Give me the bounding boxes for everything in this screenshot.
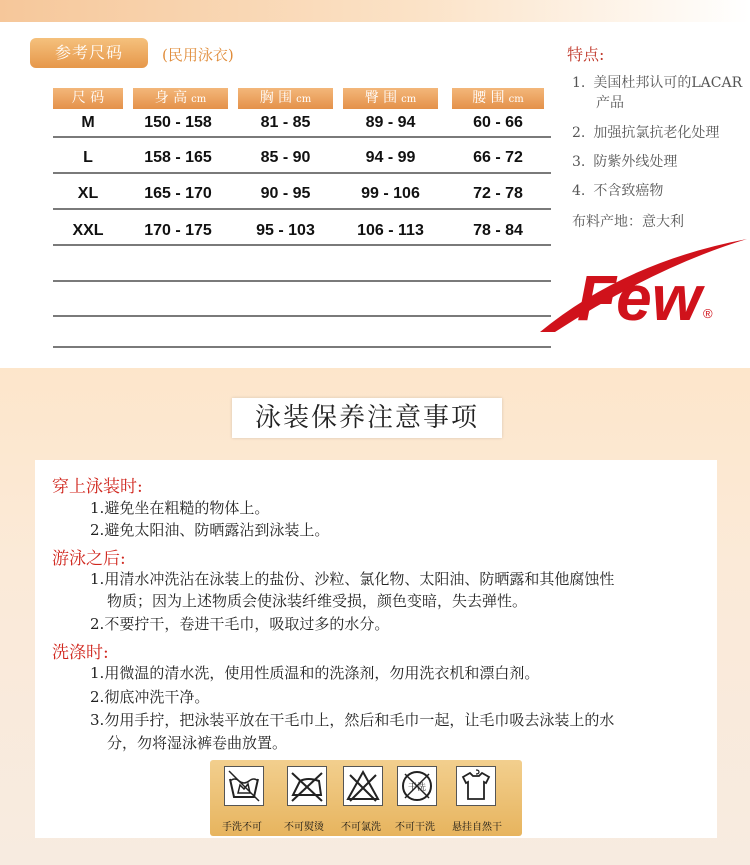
cell-hip: 94 - 99 <box>365 149 416 166</box>
cell-hip: 99 - 106 <box>361 185 420 202</box>
cell-height: 170 - 175 <box>144 222 212 239</box>
no-dry-clean-icon <box>397 766 437 806</box>
logo-wordmark: Few <box>577 262 702 334</box>
care-item-continuation: 分，勿将湿泳裤卷曲放置。 <box>107 734 288 752</box>
header-chest: 胸 围 cm <box>238 88 333 109</box>
cell-height: 165 - 170 <box>144 185 212 202</box>
hand-wash-label: 手洗不可 <box>222 822 262 833</box>
section-heading-wearing: 穿上泳装时: <box>52 477 143 497</box>
hang-dry-icon <box>456 766 496 806</box>
row-divider <box>53 280 551 282</box>
cell-size: XXL <box>72 222 104 239</box>
cell-waist: 78 - 84 <box>473 222 523 239</box>
size-chart-subtitle: (民用泳衣) <box>162 46 234 64</box>
care-item-continuation: 物质；因为上述物质会使泳装纤维受损，颜色变暗，失去弹性。 <box>107 592 528 610</box>
feature-item: 4. 不含致癌物 <box>572 183 664 199</box>
fabric-origin: 布料产地：意大利 <box>572 214 684 230</box>
cell-hip: 89 - 94 <box>365 114 416 131</box>
cell-size: L <box>83 149 93 166</box>
cell-waist: 66 - 72 <box>473 149 523 166</box>
header-waist: 腰 围 cm <box>452 88 544 109</box>
feature-item: 1. 美国杜邦认可的LACAR 产品 <box>572 75 743 111</box>
header-hip: 臀 围 cm <box>343 88 438 109</box>
feature-item: 2. 加强抗氯抗老化处理 <box>572 125 720 141</box>
care-item: 1.用微温的清水洗，使用性质温和的洗涤剂，勿用洗衣机和漂白剂。 <box>90 664 540 682</box>
cell-waist: 60 - 66 <box>473 114 523 131</box>
cell-chest: 90 - 95 <box>260 185 311 202</box>
care-item: 2.彻底冲洗干净。 <box>90 688 210 706</box>
no-bleach-label: 不可氯洗 <box>341 822 381 833</box>
top-gradient-bar <box>0 0 750 22</box>
section-heading-washing: 洗涤时: <box>52 643 109 663</box>
cell-chest: 81 - 85 <box>260 114 311 131</box>
row-divider <box>53 244 551 246</box>
cell-chest: 95 - 103 <box>256 222 315 239</box>
row-divider <box>53 208 551 210</box>
cell-size: XL <box>77 185 99 202</box>
no-iron-label: 不可熨烫 <box>284 822 324 833</box>
row-divider <box>53 346 551 348</box>
cell-waist: 72 - 78 <box>473 185 523 202</box>
header-size: 尺 码 <box>53 88 123 109</box>
brand-logo <box>535 232 750 342</box>
cell-size: M <box>81 114 95 131</box>
care-item: 1.用清水冲洗沾在泳装上的盐份、沙粒、氯化物、太阳油、防晒露和其他腐蚀性 <box>90 570 615 588</box>
hand-wash-icon <box>224 766 264 806</box>
care-title: 泳装保养注意事项 <box>254 403 479 433</box>
features-title: 特点: <box>567 45 605 64</box>
cell-hip: 106 - 113 <box>357 222 424 239</box>
size-chart-title: 参考尺码 <box>30 38 148 68</box>
no-dry-clean-label: 不可干洗 <box>395 822 435 833</box>
dry-clean-inner-label: 干洗 <box>407 783 427 793</box>
cell-chest: 85 - 90 <box>260 149 311 166</box>
row-divider <box>53 315 551 317</box>
cell-height: 158 - 165 <box>144 149 212 166</box>
row-divider <box>53 136 551 138</box>
feature-item: 3. 防紫外线处理 <box>572 154 678 170</box>
care-item: 2.不要拧干，卷进干毛巾，吸取过多的水分。 <box>90 615 390 633</box>
no-iron-icon <box>287 766 327 806</box>
table-row <box>53 108 551 144</box>
care-item: 3.勿用手拧，把泳装平放在干毛巾上，然后和毛巾一起，让毛巾吸去泳装上的水 <box>90 711 615 729</box>
section-heading-after-swim: 游泳之后: <box>52 549 126 569</box>
care-item: 1.避免坐在粗糙的物体上。 <box>90 499 270 517</box>
table-row <box>53 216 551 252</box>
no-bleach-icon <box>343 766 383 806</box>
care-item: 2.避免太阳油、防晒露沾到泳装上。 <box>90 521 330 539</box>
registered-mark: ® <box>703 306 713 321</box>
header-height: 身 高 cm <box>133 88 228 109</box>
cell-height: 150 - 158 <box>144 114 212 131</box>
row-divider <box>53 172 551 174</box>
hang-dry-label: 悬挂自然干 <box>452 822 502 833</box>
